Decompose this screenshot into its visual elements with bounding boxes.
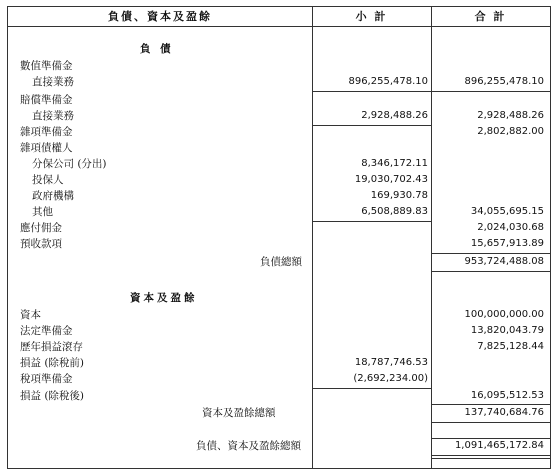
row-label: 賠償準備金 [20, 94, 73, 106]
table-row [8, 236, 550, 252]
section-liabilities [8, 41, 550, 57]
row-subtotal: (2,692,234.00) [353, 373, 428, 384]
row-total: 2,928,488.26 [477, 110, 544, 121]
table-row [8, 323, 550, 339]
row-label: 歷年損益滾存 [20, 341, 83, 353]
row-subtotal: 896,255,478.10 [348, 76, 428, 87]
table-row [8, 108, 550, 124]
table-row [8, 371, 550, 387]
row-total: 100,000,000.00 [464, 309, 544, 320]
row-label: 負債、資本及盈餘總額 [196, 440, 301, 452]
row-label: 應付佣金 [20, 222, 62, 234]
row-subtotal: 8,346,172.11 [361, 158, 428, 169]
table-row [8, 388, 550, 404]
row-label: 負債總額 [260, 256, 302, 268]
row-label: 數值準備金 [20, 60, 73, 72]
row-label: 資本 [20, 309, 41, 321]
row-label: 預收款項 [20, 238, 62, 250]
row-total: 16,095,512.53 [470, 390, 544, 401]
double-rule-line [431, 458, 550, 459]
table-row [8, 355, 550, 371]
table-row [8, 188, 550, 204]
section-title: 資本及盈餘 [130, 292, 198, 304]
row-total: 137,740,684.76 [464, 407, 544, 418]
header-description: 負債、資本及盈餘 [8, 7, 312, 27]
table-row [8, 74, 550, 90]
header-subtotal: 小 計 [312, 7, 431, 27]
row-subtotal: 169,930.78 [370, 190, 428, 201]
table-row [8, 156, 550, 172]
row-label: 稅項準備金 [20, 373, 73, 385]
table-row [8, 172, 550, 188]
row-subtotal: 2,928,488.26 [361, 110, 428, 121]
row-total: 953,724,488.08 [464, 256, 544, 267]
table-row-total [8, 254, 550, 270]
table-row [8, 204, 550, 220]
table-row [8, 124, 550, 140]
rule-line [431, 271, 550, 272]
table-row-total [8, 405, 550, 421]
rule-line [431, 422, 550, 423]
row-label: 資本及盈餘總額 [202, 407, 276, 419]
table-row [8, 92, 550, 108]
rule-line [431, 455, 550, 456]
section-equity [8, 290, 550, 306]
table-row [8, 339, 550, 355]
row-total: 1,091,465,172.84 [454, 440, 544, 451]
row-label: 損益 (除稅後) [20, 390, 85, 402]
row-label: 法定準備金 [20, 325, 73, 337]
row-subtotal: 19,030,702.43 [354, 174, 428, 185]
header-total: 合 計 [431, 7, 550, 27]
row-label: 直接業務 [32, 76, 74, 88]
row-total: 15,657,913.89 [470, 238, 544, 249]
row-label: 雜項準備金 [20, 126, 73, 138]
section-title: 負 債 [140, 43, 174, 55]
row-label: 損益 (除稅前) [20, 357, 85, 369]
balance-sheet-table [7, 6, 551, 469]
row-total: 2,024,030.68 [477, 222, 544, 233]
row-label: 其他 [32, 206, 53, 218]
row-label: 直接業務 [32, 110, 74, 122]
table-row [8, 220, 550, 236]
row-total: 896,255,478.10 [464, 76, 544, 87]
row-total: 2,802,882.00 [477, 126, 544, 137]
row-total: 7,825,128.44 [477, 341, 544, 352]
table-row [8, 58, 550, 74]
table-row [8, 140, 550, 156]
table-row-grand-total [8, 438, 550, 454]
row-label: 雜項債權人 [20, 142, 73, 154]
table-row [8, 307, 550, 323]
row-total: 34,055,695.15 [470, 206, 544, 217]
row-label: 政府機構 [32, 190, 74, 202]
row-subtotal: 6,508,889.83 [361, 206, 428, 217]
row-label: 分保公司 (分出) [32, 158, 107, 170]
row-subtotal: 18,787,746.53 [354, 357, 428, 368]
row-total: 13,820,043.79 [470, 325, 544, 336]
row-label: 投保人 [32, 174, 64, 186]
